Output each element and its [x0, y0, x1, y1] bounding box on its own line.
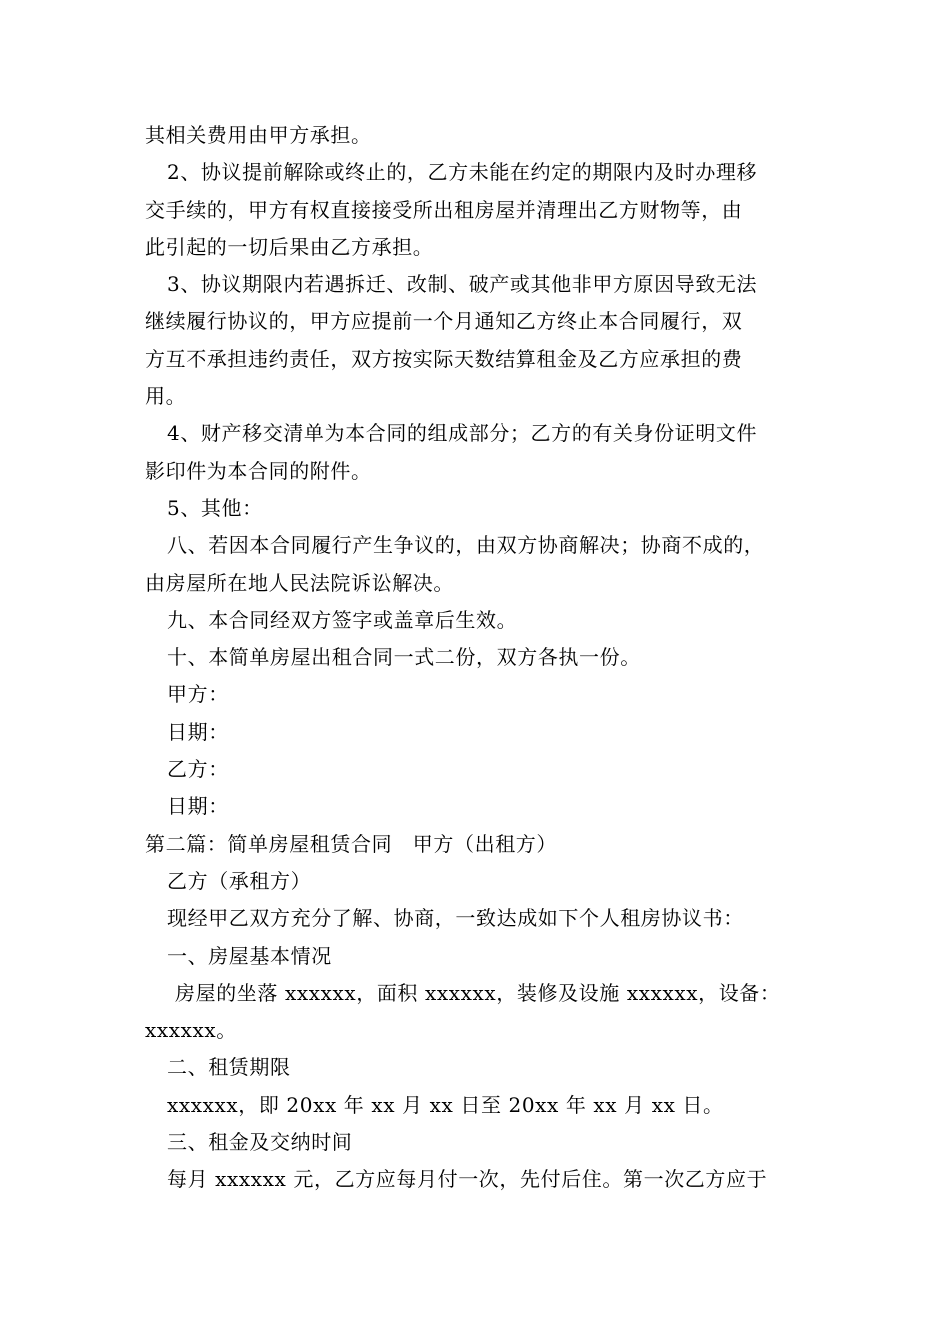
text-line: 交手续的，甲方有权直接接受所出租房屋并清理出乙方财物等，由	[145, 197, 743, 222]
section-heading: 第二篇：简单房屋租赁合同 甲方（出租方）	[145, 831, 557, 856]
clause-heading: 一、房屋基本情况	[167, 943, 332, 968]
signature-label: 乙方：	[167, 757, 229, 782]
text-line: 九、本合同经双方签字或盖章后生效。	[167, 607, 518, 632]
text-line: 每月 xxxxxx 元，乙方应每月付一次，先付后住。第一次乙方应于	[167, 1167, 768, 1192]
signature-label: 甲方：	[167, 682, 229, 707]
text-line: 现经甲乙双方充分了解、协商，一致达成如下个人租房协议书：	[167, 906, 744, 931]
text-line: 由房屋所在地人民法院诉讼解决。	[145, 570, 454, 595]
text-line: 影印件为本合同的附件。	[145, 458, 372, 483]
text-line: 八、若因本合同履行产生争议的，由双方协商解决；协商不成的，	[167, 533, 765, 558]
contract-text	[145, 117, 815, 1199]
text-line: 此引起的一切后果由乙方承担。	[145, 234, 434, 259]
text-line: xxxxxx，即 20xx 年 xx 月 xx 日至 20xx 年 xx 月 xx 日。	[167, 1092, 724, 1117]
text-line: 方互不承担违约责任，双方按实际天数结算租金及乙方应承担的费	[145, 346, 743, 371]
date-label: 日期：	[167, 794, 229, 819]
text-line: 继续履行协议的，甲方应提前一个月通知乙方终止本合同履行，双	[145, 309, 743, 334]
text-line: 用。	[145, 384, 187, 409]
text-line: 房屋的坐落 xxxxxx，面积 xxxxxx，装修及设施 xxxxxx，设备：	[175, 980, 781, 1005]
text-line: 2、协议提前解除或终止的，乙方未能在约定的期限内及时办理移	[167, 160, 758, 185]
text-line: 其相关费用由甲方承担。	[145, 123, 372, 147]
text-line: 4、财产移交清单为本合同的组成部分；乙方的有关身份证明文件	[167, 421, 758, 446]
text-line: 乙方（承租方）	[167, 868, 312, 893]
clause-heading: 三、租金及交纳时间	[167, 1130, 353, 1155]
text-line: xxxxxx。	[145, 1018, 237, 1043]
text-line: 3、协议期限内若遇拆迁、改制、破产或其他非甲方原因导致无法	[167, 272, 758, 297]
text-line: 十、本简单房屋出租合同一式二份，双方各执一份。	[167, 645, 641, 670]
text-line: 5、其他：	[167, 495, 263, 520]
clause-heading: 二、租赁期限	[167, 1055, 291, 1080]
date-label: 日期：	[167, 719, 229, 744]
